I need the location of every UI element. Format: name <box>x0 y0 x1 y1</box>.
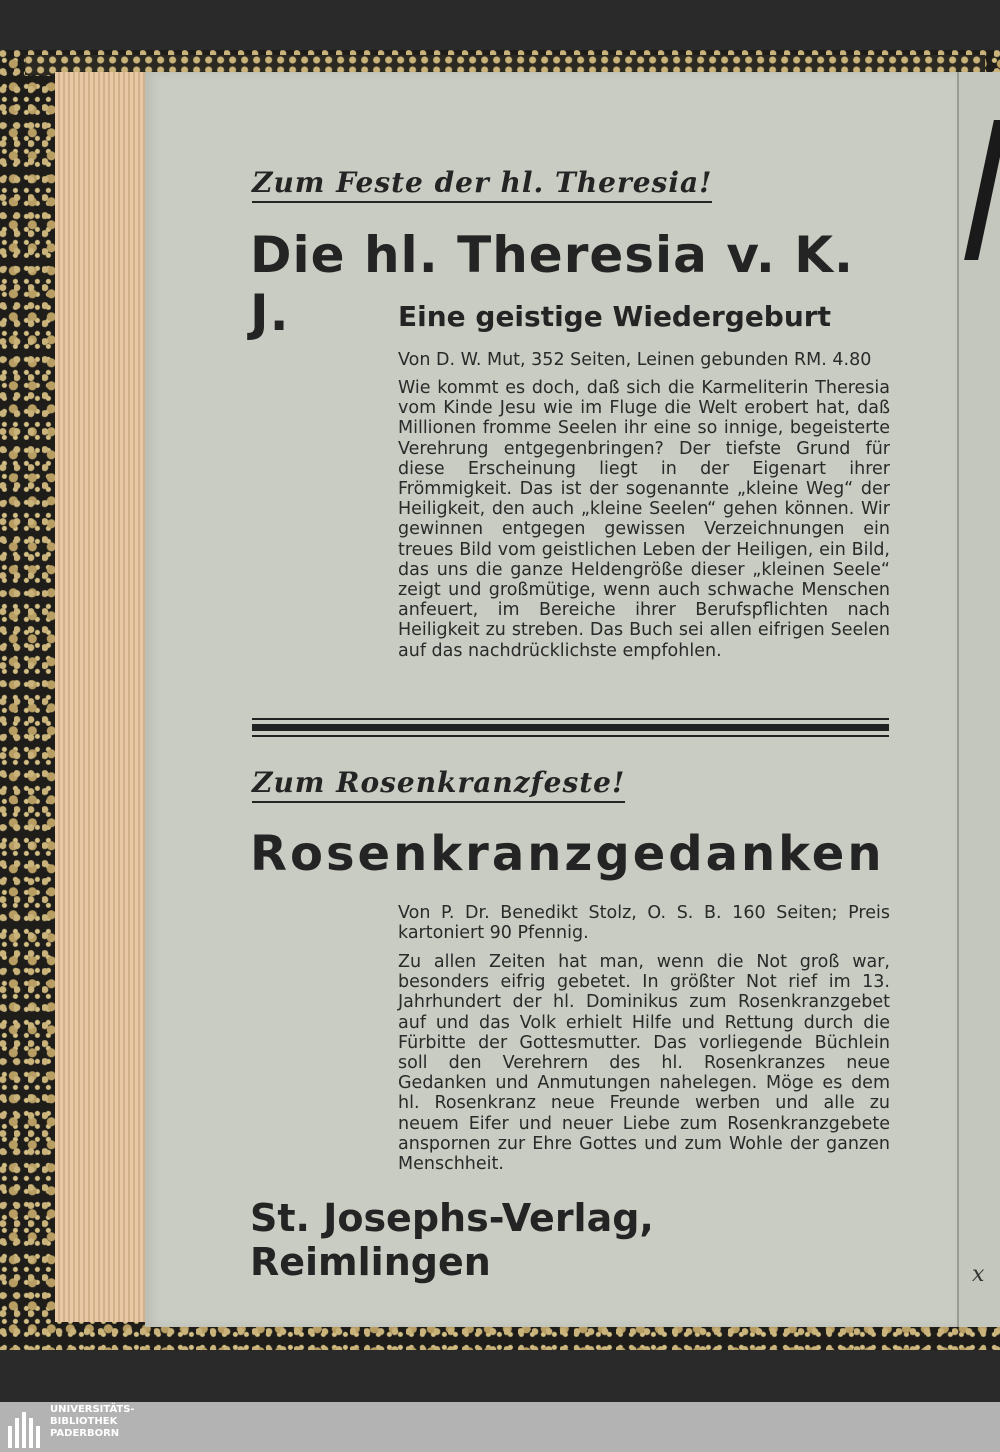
section2-kicker: Zum Rosenkranzfeste! <box>252 766 625 803</box>
section1-subtitle: Eine geistige Wiedergeburt <box>398 300 831 333</box>
library-name-line3: PADERBORN <box>50 1428 120 1439</box>
section1-title: Die hl. Theresia v. K. J. <box>250 226 854 342</box>
section2-meta: Von P. Dr. Benedikt Stolz, O. S. B. 160 Seiten; Preis kartoniert 90 Pfennig. <box>398 903 890 944</box>
publisher-line: St. Josephs-Verlag, Reimlingen <box>250 1196 654 1284</box>
library-name-line1: UNIVERSITÄTS- <box>50 1404 135 1415</box>
section2-body: Zu allen Zeiten hat man, wenn die Not groß war, besonders eifrig gebetet. In größter Not rief im 13. Jahrhundert der hl. Dominikus zum Rosenkranzgebet auf und das Volk erhielt Hilfe und Rettung durch die Fürbitte der Gottesmutter. Das vorliegende Büchlein soll den Verehrern des hl. Rosenkranzes neue Gedanken und Anmutungen nahelegen. Möge es dem hl. Rosenkranz neue Freunde werben und alle zu neuem Eifer und neuer Liebe zum Rosenkranzgebete anspornen zur Ehre Gottes und zum Wohle der ganzen Menschheit. <box>398 952 890 1175</box>
library-logo-icon <box>6 1408 46 1448</box>
divider-thin-top <box>252 718 889 720</box>
divider-thick <box>252 724 889 731</box>
section1-kicker: Zum Feste der hl. Theresia! <box>252 166 712 203</box>
library-name-line2: BIBLIOTHEK <box>50 1416 118 1427</box>
margin-mark: x <box>972 1262 985 1287</box>
section2-title: Rosenkranzgedanken <box>250 826 885 882</box>
divider-thin-bottom <box>252 735 889 737</box>
section1-body: Wie kommt es doch, daß sich die Karmeliterin Theresia vom Kinde Jesu wie im Fluge die Welt erobert hat, daß Millionen fromme Seelen ihr eine so innige, begeisterte Verehrung entgegenbringen? Der tiefste Grund für diese Erscheinung liegt in der Eigenart ihrer Frömmigkeit. Das ist der sogenannte „kleine Weg“ der Heiligkeit, den auch „kleine Seelen“ gehen können. Wir gewinnen entgegen gewissen Verzeichnungen ein treues Bild vom geistlichen Leben der Heiligen, ein Bild, das uns die ganze Heldengröße dieser „kleinen Seele“ zeigt und großmütige, wenn auch schwache Menschen anfeuert, im Bereiche ihrer Berufspflichten nach Heiligkeit zu streben. Das Buch sei allen eifrigen Seelen auf das nachdrücklichste empfohlen. <box>398 378 890 661</box>
library-name <box>50 1404 135 1440</box>
library-footer-bar <box>0 1402 1000 1452</box>
section1-meta: Von D. W. Mut, 352 Seiten, Leinen gebunden RM. 4.80 <box>398 350 872 370</box>
